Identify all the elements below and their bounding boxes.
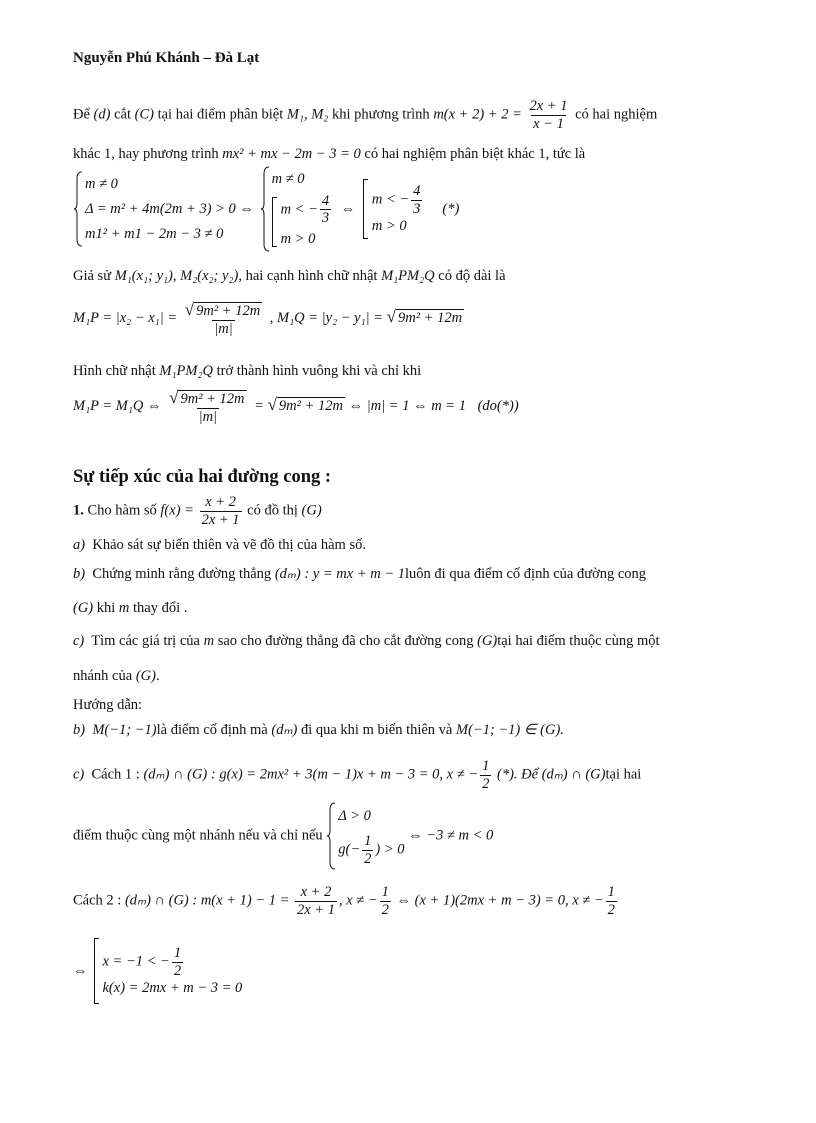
final-system: [73, 938, 242, 1004]
problem-number: 1.: [73, 502, 84, 519]
sys-row: ) > 0: [375, 841, 405, 858]
sys-row: m ≠ 0: [271, 170, 305, 187]
math: , M₁Q = |y₂ − y₁| =: [269, 310, 384, 326]
system-middle: [260, 166, 334, 252]
text: điểm thuộc cùng một nhánh nếu và chỉ nếu: [73, 827, 323, 844]
text: Tìm các giá trị của: [91, 633, 200, 649]
fraction: [606, 884, 617, 918]
math: (dₘ): [271, 722, 298, 738]
frac-num: x + 2: [205, 494, 236, 510]
fraction: [380, 884, 391, 918]
text: Cách 1 :: [91, 766, 140, 783]
text: Khảo sát sự biến thiên và vẽ đồ thị của hàm số.: [92, 537, 366, 553]
frac-den: |m|: [214, 320, 233, 337]
text: nhánh của: [73, 668, 133, 684]
math: (G): [73, 600, 94, 616]
para1-line1: [73, 98, 657, 132]
frac-num: 1: [482, 758, 490, 774]
text: có hai nghiệm phân biệt khác 1, tức là: [364, 146, 586, 162]
problem-1-c: [73, 633, 660, 650]
text: Giả sử: [73, 268, 112, 284]
math: (dₘ) : y = mx + m − 1: [274, 566, 406, 582]
text: tại hai điểm phân biệt: [157, 106, 284, 123]
math: (dₘ) ∩ (G) : g(x) = 2mx² + 3(m − 1)x + m − 3 = 0, x ≠ −: [143, 766, 479, 783]
sys-row: x = −1 < −: [102, 953, 170, 970]
text: Cách 2 :: [73, 892, 122, 909]
math: ⇔ −3 ≠ m < 0: [408, 827, 494, 844]
math: ⇔ |m| = 1 ⇔ m = 1: [348, 398, 466, 414]
math: M₁P = M₁Q ⇔: [73, 398, 162, 414]
brace-icon: [73, 171, 83, 247]
text: Cho hàm số: [87, 502, 157, 519]
frac-den: 2x + 1: [201, 511, 240, 528]
math: M₁PM₂Q: [159, 363, 213, 379]
text: trở thành hình vuông khi và chỉ khi: [216, 363, 422, 379]
para3-equation: M₁P = M₁Q ⇔ √ 9m² + 12m |m| = √ 9m² + 12m ⇔ |m| = 1 ⇔ m = 1 (do(*)): [73, 388, 519, 425]
math: (C): [134, 106, 154, 123]
math: m: [118, 600, 130, 616]
frac-den: 2x + 1: [297, 901, 335, 918]
fraction: [172, 945, 183, 979]
radicand: 9m² + 12m: [196, 303, 261, 319]
item-label: a): [73, 537, 86, 553]
frac-den: 2: [607, 901, 615, 918]
text: tại hai điểm thuộc cùng một: [497, 633, 660, 649]
math: M(−1; −1) ∈ (G).: [456, 722, 564, 738]
problem-1-intro: [73, 494, 322, 528]
math: (G): [301, 502, 322, 519]
math: m: [203, 633, 215, 649]
text: luôn đi qua điểm cố định của đường cong: [405, 566, 647, 582]
item-label: b): [73, 722, 86, 738]
frac-num: √ 9m² + 12m: [184, 300, 261, 319]
text: tại hai: [605, 766, 642, 783]
text: , hai cạnh hình chữ nhật: [238, 268, 378, 284]
math: (do(*)): [477, 398, 519, 414]
fraction: [362, 833, 373, 867]
text: khi: [96, 600, 116, 616]
frac-num: 1: [381, 884, 389, 900]
radicand: 9m² + 12m: [180, 391, 245, 407]
item-label: c): [73, 633, 85, 649]
frac-num: 1: [607, 884, 615, 900]
sys-row: k(x) = 2mx + m − 3 = 0: [102, 979, 243, 996]
para1-line2: [73, 146, 585, 163]
text: đi qua khi m biến thiên và: [300, 722, 453, 738]
brace-icon: [260, 166, 270, 252]
fraction: [200, 494, 242, 528]
sys-row: g(−: [338, 841, 361, 858]
frac-num: 1: [364, 833, 372, 850]
frac-den: 3: [413, 201, 421, 217]
math: (G): [477, 633, 498, 649]
math: M₁P = |x₂ − x₁| =: [73, 310, 178, 326]
math: ⇔ (x + 1)(2mx + m − 3) = 0, x ≠ −: [396, 892, 604, 909]
text: khác 1, hay phương trình: [73, 146, 219, 162]
text: cắt: [114, 106, 131, 123]
para3-line1: [73, 363, 421, 380]
math: (dₘ) ∩ (G) : m(x + 1) − 1 =: [124, 892, 290, 909]
fraction: [320, 193, 331, 227]
fraction: [183, 300, 264, 337]
sys-row: Δ > 0: [338, 808, 371, 825]
frac-den: 2: [173, 963, 182, 979]
text: có độ dài là: [438, 268, 506, 284]
fraction: [295, 884, 337, 918]
text: Hình chữ nhật: [73, 363, 156, 379]
frac-num: 4: [413, 183, 421, 200]
math: M₁PM₂Q: [381, 268, 435, 284]
author-header: Nguyễn Phú Khánh – Đà Lạt: [73, 50, 260, 66]
text: sao cho đường thẳng đã cho cắt đường cong: [217, 633, 474, 649]
frac-den: 2: [482, 775, 490, 792]
frac-num: 2x + 1: [529, 98, 568, 114]
math: m(x + 2) + 2 =: [433, 106, 522, 123]
sys-row: m ≠ 0: [85, 175, 118, 192]
math: (d): [93, 106, 111, 123]
text: có hai nghiệm: [575, 106, 658, 123]
text: là điểm cố định mà: [156, 722, 268, 738]
problem-1-c-cont: [73, 668, 160, 685]
problem-1-b-cont: [73, 600, 187, 617]
frac-den: |m|: [198, 408, 218, 425]
section-title: Sự tiếp xúc của hai đường cong :: [73, 467, 332, 487]
bracket: [363, 179, 368, 239]
sys-row: m < −: [280, 201, 318, 218]
text: Chứng minh rằng đường thẳng: [92, 566, 272, 582]
frac-den: 2: [381, 901, 389, 918]
system-block-1: [73, 166, 459, 252]
brace-icon: [326, 802, 336, 870]
bracket: [272, 197, 277, 247]
frac-num: √ 9m² + 12m: [169, 388, 245, 407]
para2-line1: [73, 268, 506, 285]
fraction: [527, 98, 569, 132]
guide-cach2: [73, 884, 619, 918]
math: (dₘ) ∩ (G): [541, 766, 606, 783]
math: =: [254, 398, 264, 414]
frac-den: 3: [321, 210, 330, 227]
guide-b: [73, 722, 564, 739]
problem-1-a: [73, 537, 366, 554]
math: M₁(x₁; y₁), M₂(x₂; y₂): [114, 268, 239, 284]
math: (G): [135, 668, 156, 684]
math: mx² + mx − 2m − 3 = 0: [222, 146, 361, 162]
problem-1-b: [73, 566, 646, 583]
math: M(−1; −1): [92, 722, 157, 738]
item-label: c): [73, 766, 85, 783]
text: khi phương trình: [331, 106, 430, 123]
para2-equation: M₁P = |x₂ − x₁| = √ 9m² + 12m |m| , M₁Q = |y₂ − y₁| = √ 9m² + 12m: [73, 300, 463, 337]
frac-num: x + 2: [300, 884, 332, 900]
guide-title: Hướng dẫn:: [73, 697, 143, 713]
iff: ⇔: [340, 200, 356, 217]
radicand: 9m² + 12m: [398, 310, 463, 326]
item-label: b): [73, 566, 86, 582]
guide-c: [73, 758, 641, 792]
text: có đồ thị: [247, 502, 298, 519]
fraction: [480, 758, 491, 792]
system-left: [73, 171, 254, 247]
frac-num: 4: [321, 192, 330, 209]
bracket: [94, 938, 99, 1004]
math: f(x) =: [160, 502, 194, 519]
star-label: (*): [442, 200, 460, 217]
text: Để: [73, 106, 90, 123]
guide-c-cont: [73, 802, 493, 870]
fraction: [167, 388, 248, 425]
math: (*). Để: [496, 766, 539, 783]
fraction: [411, 183, 422, 217]
sys-row: m > 0: [280, 231, 316, 248]
radicand: 9m² + 12m: [278, 398, 343, 414]
system-c: [326, 802, 404, 870]
math: M₁, M₂: [286, 106, 329, 123]
sys-row: m1² + m1 − 2m − 3 ≠ 0: [85, 226, 224, 243]
frac-num: 1: [173, 945, 182, 962]
text: thay đổi .: [133, 600, 188, 616]
frac-den: x − 1: [533, 115, 564, 132]
system-final: [363, 179, 459, 239]
sys-row: m < −: [371, 191, 410, 208]
iff: ⇔: [73, 962, 88, 979]
frac-den: 2: [364, 850, 372, 867]
text: .: [155, 668, 160, 684]
guide-final: [73, 938, 242, 1004]
math: , x ≠ −: [338, 892, 378, 909]
sys-row: Δ = m² + 4m(2m + 3) > 0 ⇔: [85, 200, 254, 217]
sys-row: m > 0: [371, 217, 407, 234]
